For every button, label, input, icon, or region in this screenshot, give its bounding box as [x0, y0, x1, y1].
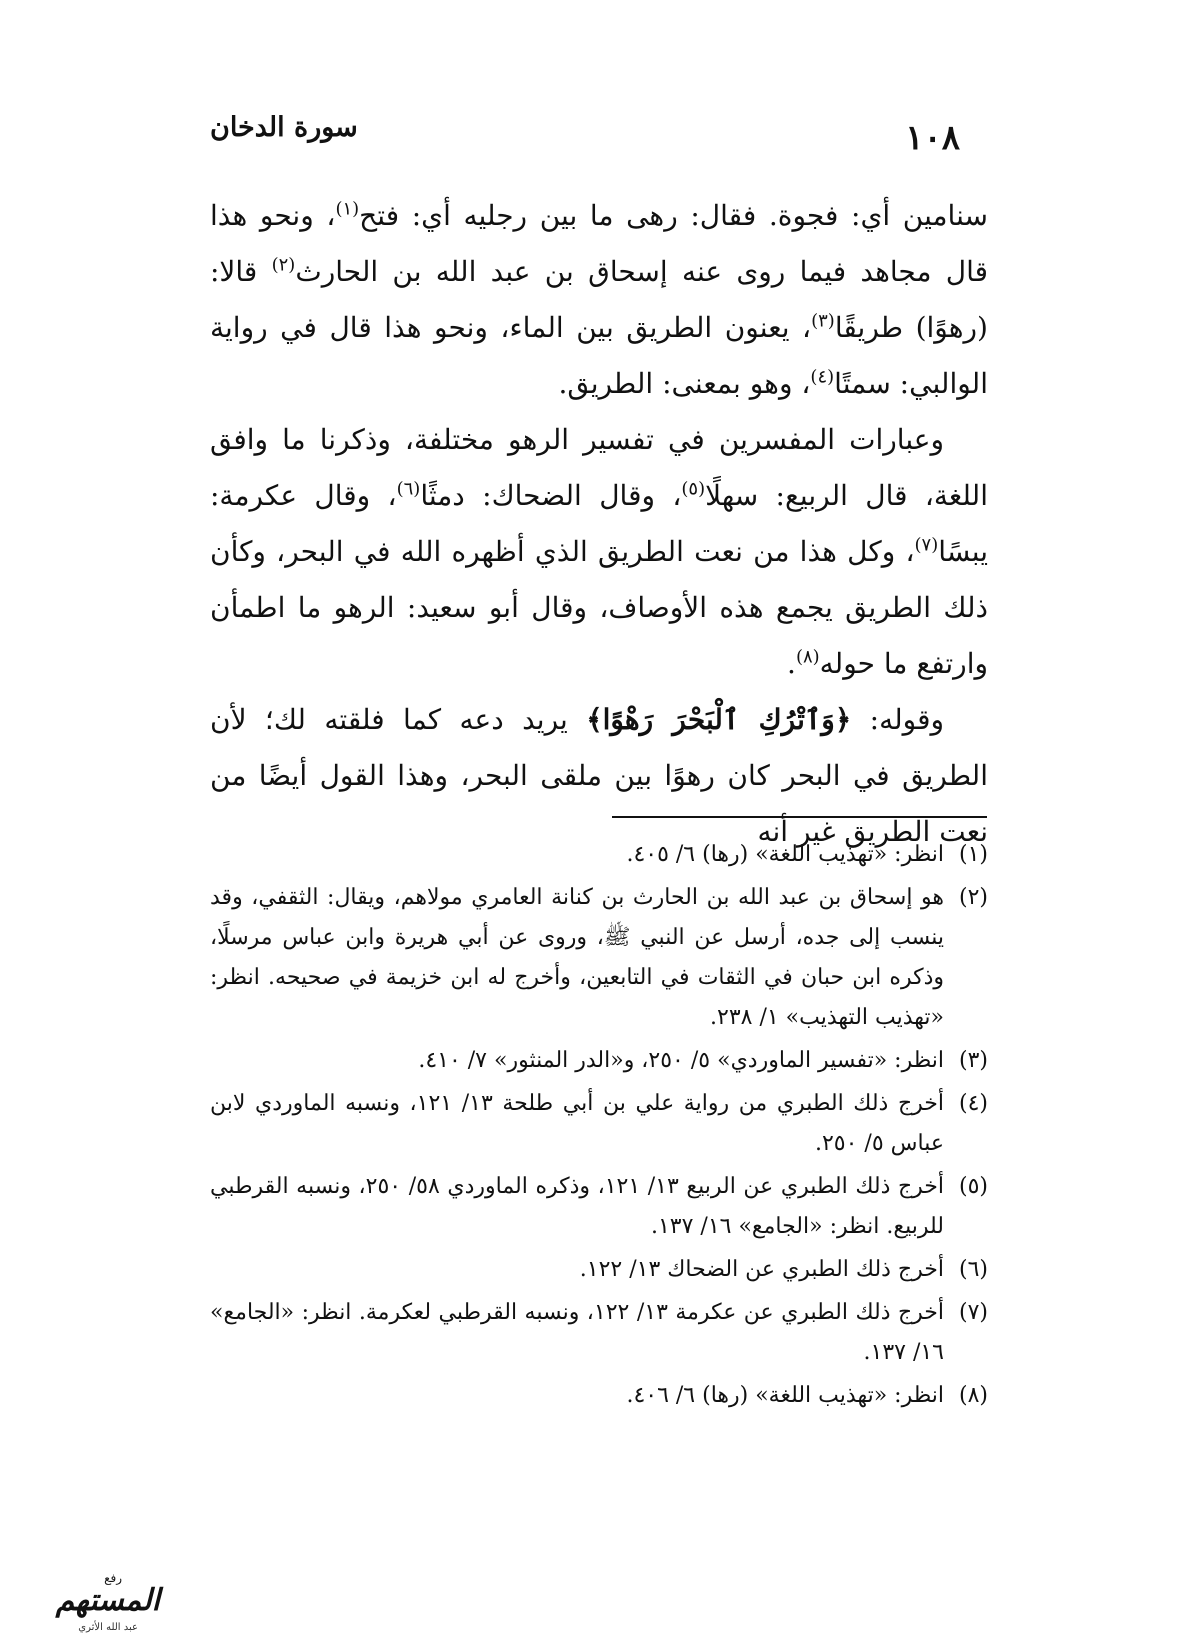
paragraph-1-text-e: ، وهو بمعنى: الطريق.	[558, 367, 811, 400]
footnote-4	[210, 1084, 988, 1164]
footnote-text: أخرج ذلك الطبري عن عكرمة ١٣/ ١٢٢، ونسبه القرطبي لعكرمة. انظر: «الجامع» ١٦/ ١٣٧.	[210, 1300, 944, 1365]
footnotes	[210, 835, 988, 1419]
footnote-ref-7: (٧)	[914, 534, 939, 556]
main-text	[210, 188, 988, 860]
publisher-logo	[10, 1568, 180, 1638]
paragraph-1	[210, 188, 988, 412]
page-number: ١٠٨	[905, 118, 960, 158]
footnote-number: (٥)	[958, 1174, 988, 1199]
footnote-5	[210, 1167, 988, 1247]
footnote-number: (١)	[958, 842, 988, 867]
footnote-2	[210, 878, 988, 1038]
footnote-separator	[612, 816, 987, 818]
footnote-number: (٢)	[958, 885, 988, 910]
footnote-ref-8: (٨)	[795, 646, 820, 668]
footnote-3	[210, 1041, 988, 1081]
footnote-ref-6: (٦)	[396, 478, 421, 500]
paragraph-2-text-a: وعبارات المفسرين في تفسير الرهو مختلفة، وذكرنا ما وافق اللغة، قال الربيع: سهلًا	[210, 423, 988, 512]
footnote-ref-5: (٥)	[681, 478, 706, 500]
paragraph-2-text-c: ، وقال عكرمة: يبسًا	[210, 479, 988, 568]
paragraph-2-text-e: .	[787, 647, 796, 680]
paragraph-1-text-b: ، ونحو هذا قال مجاهد فيما روى عنه إسحاق بن عبد الله بن الحارث	[210, 199, 989, 288]
logo-tagline: عبد الله الأثري	[78, 1622, 138, 1633]
footnote-8	[210, 1376, 988, 1416]
logo-main: المستهم	[55, 1583, 160, 1618]
footnote-text: انظر: «تهذيب اللغة» (رها) ٦/ ٤٠٥.	[626, 842, 944, 867]
footnote-number: (٦)	[958, 1257, 988, 1282]
footnote-1	[210, 835, 988, 875]
paragraph-3-text-a: وقوله:	[851, 703, 945, 736]
paragraph-1-text-c: قالا: (رهوًا) طريقًا	[210, 255, 988, 344]
footnote-text: انظر: «تهذيب اللغة» (رها) ٦/ ٤٠٦.	[626, 1383, 944, 1408]
footnote-text: أخرج ذلك الطبري من رواية علي بن أبي طلحة ١٣/ ١٢١، ونسبه الماوردي لابن عباس ٥/ ٢٥٠.	[210, 1091, 944, 1156]
paragraph-1-text-d: ، يعنون الطريق بين الماء، ونحو هذا قال في رواية الوالبي: سمتًا	[210, 311, 988, 400]
paragraph-1-text-a: سنامين أي: فجوة. فقال: رهى ما بين رجليه أي: فتح	[359, 199, 988, 232]
paragraph-3-text-b: يريد دعه كما فلقته لك؛ لأن الطريق في البحر كان رهوًا بين ملقى البحر، وهذا القول أيضًا من نعت الطريق غير أنه	[210, 703, 988, 848]
footnote-number: (٧)	[958, 1300, 988, 1325]
footnote-number: (٣)	[958, 1048, 988, 1073]
footnote-ref-4: (٤)	[810, 366, 835, 388]
quran-verse: ﴿وَٱتْرُكِ ٱلْبَحْرَ رَهْوًا﴾	[586, 703, 852, 736]
surah-title: سورة الدخان	[210, 112, 358, 143]
footnote-number: (٨)	[958, 1383, 988, 1408]
logo-sub: رفع	[104, 1571, 122, 1585]
footnote-number: (٤)	[958, 1091, 988, 1116]
footnote-text: أخرج ذلك الطبري عن الضحاك ١٣/ ١٢٢.	[579, 1257, 944, 1282]
paragraph-2	[210, 412, 988, 692]
footnote-text: أخرج ذلك الطبري عن الربيع ١٣/ ١٢١، وذكره الماوردي ٥٨/ ٢٥٠، ونسبه القرطبي للربيع. انظر: «الجامع» ١٦/ ١٣٧.	[210, 1174, 945, 1239]
footnote-7	[210, 1293, 988, 1373]
footnote-6	[210, 1250, 988, 1290]
footnote-ref-2: (٢)	[271, 254, 296, 276]
footnote-ref-3: (٣)	[811, 310, 835, 332]
running-header	[210, 112, 980, 162]
footnote-text: هو إسحاق بن عبد الله بن الحارث بن كنانة العامري مولاهم، ويقال: الثقفي، وقد ينسب إلى جده، أرسل عن النبي ﷺ، وروى عن أبي هريرة وابن عباس مرسلًا، وذكره ابن حبان في الثقات في التابعين، وأخرج له ابن خزيمة في صحيحه. انظر: «تهذيب التهذيب» ١/ ٢٣٨.	[210, 885, 944, 1030]
paragraph-2-text-d: ، وكل هذا من نعت الطريق الذي أظهره الله في البحر، وكأن ذلك الطريق يجمع هذه الأوصاف، وقال أبو سعيد: الرهو ما اطمأن وارتفع ما حوله	[210, 535, 988, 680]
paragraph-2-text-b: ، وقال الضحاك: دمثًا	[420, 479, 682, 512]
footnote-ref-1: (١)	[335, 198, 360, 220]
footnote-text: انظر: «تفسير الماوردي» ٥/ ٢٥٠، و«الدر المنثور» ٧/ ٤١٠.	[418, 1048, 944, 1073]
